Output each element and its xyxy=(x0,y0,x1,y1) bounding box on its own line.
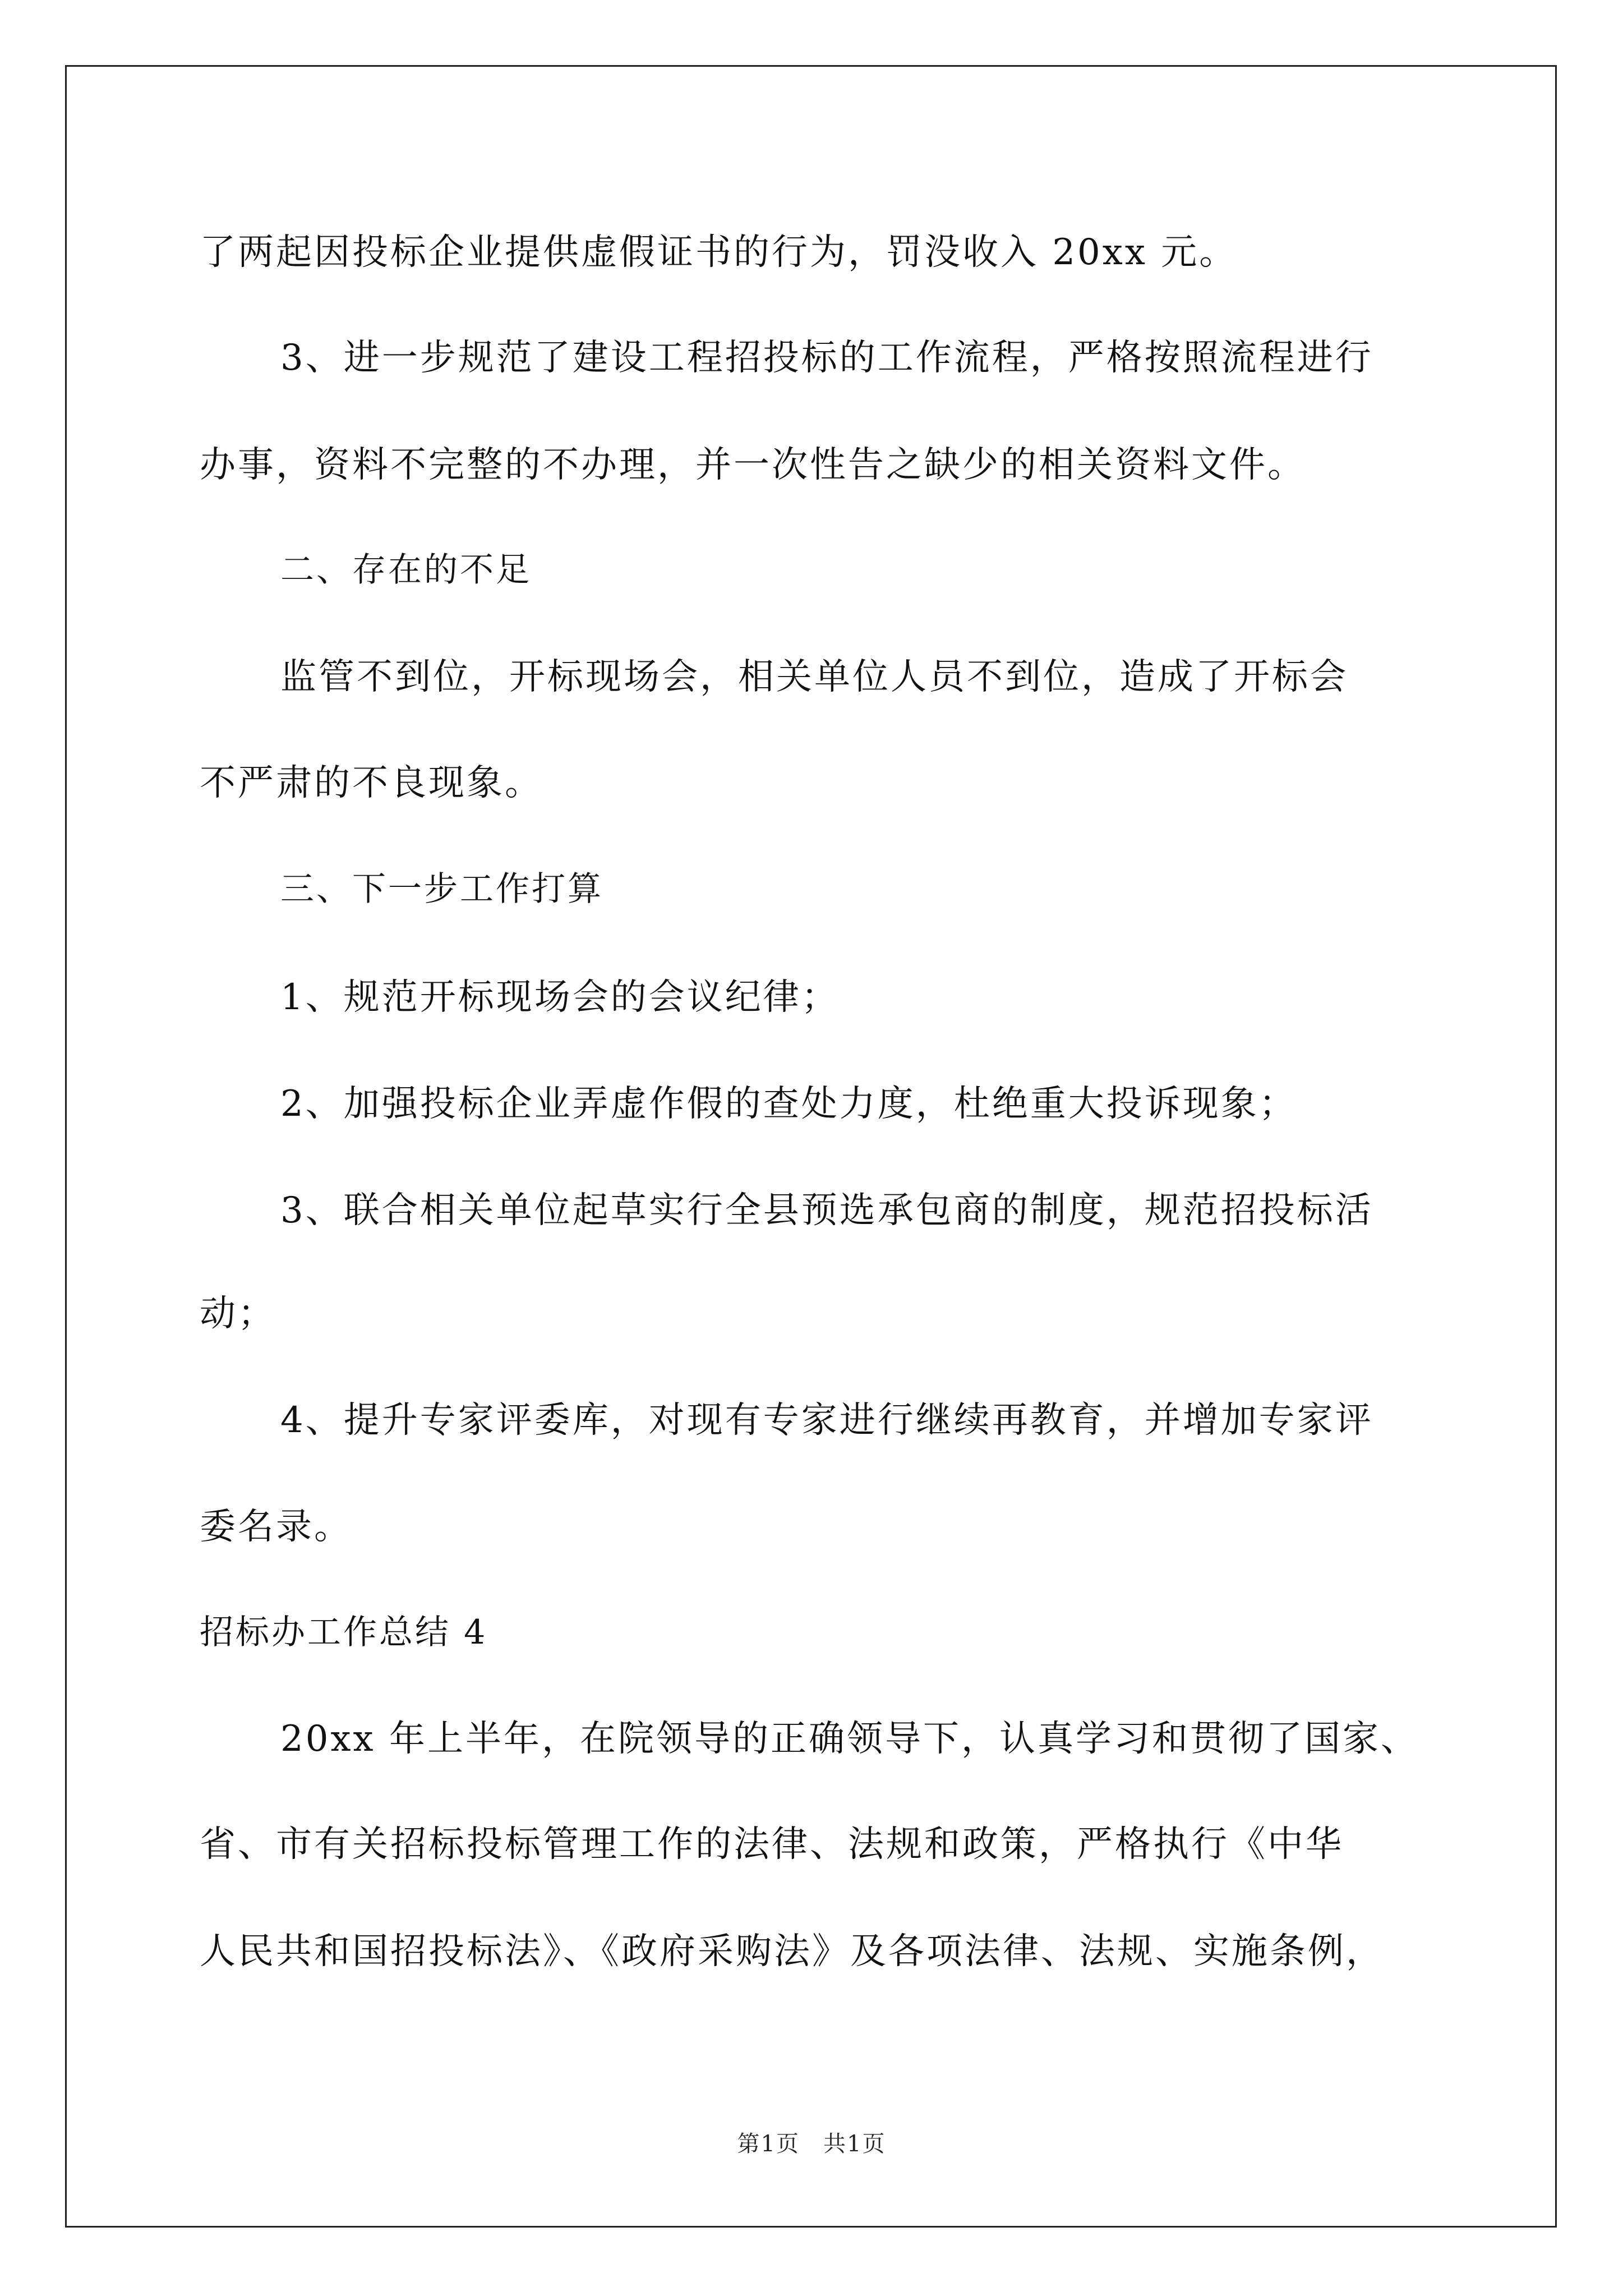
list-item-1: 1、规范开标现场会的会议纪律； xyxy=(280,977,840,1018)
list-item-4: 4、提升专家评委库，对现有专家进行继续再教育，并增加专家评 xyxy=(280,1400,1373,1441)
body-line-3: 办事，资料不完整的不办理，并一次性告之缺少的相关资料文件。 xyxy=(200,444,1306,486)
body-line-2: 3、进一步规范了建设工程招投标的工作流程，严格按照流程进行 xyxy=(280,337,1373,379)
body-line-15: 20xx 年上半年，在院领导的正确领导下，认真学习和贯彻了国家、 xyxy=(280,1718,1419,1760)
body-line-1: 了两起因投标企业提供虚假证书的行为，罚没收入 20xx 元。 xyxy=(200,232,1238,273)
page-border xyxy=(65,65,1557,2228)
list-item-2: 2、加强投标企业弄虚作假的查处力度，杜绝重大投诉现象； xyxy=(280,1083,1297,1125)
page-number-footer: 第1页 共1页 xyxy=(737,2131,886,2157)
document-title: 招标办工作总结 4 xyxy=(200,1613,488,1652)
list-item-4-continued: 委名录。 xyxy=(200,1506,352,1548)
list-item-3-continued: 动； xyxy=(200,1293,276,1335)
body-line-6: 不严肃的不良现象。 xyxy=(200,762,543,804)
list-item-3: 3、联合相关单位起草实行全县预选承包商的制度，规范招投标活 xyxy=(280,1190,1373,1231)
body-line-5: 监管不到位，开标现场会，相关单位人员不到位，造成了开标会 xyxy=(280,656,1348,698)
body-line-16: 省、市有关招标投标管理工作的法律、法规和政策，严格执行《中华 xyxy=(200,1824,1344,1865)
section-heading-deficiencies: 二、存在的不足 xyxy=(280,550,532,590)
body-line-17: 人民共和国招投标法》、《政府采购法》及各项法律、法规、实施条例， xyxy=(200,1931,1384,1972)
section-heading-next-steps: 三、下一步工作打算 xyxy=(280,869,603,909)
